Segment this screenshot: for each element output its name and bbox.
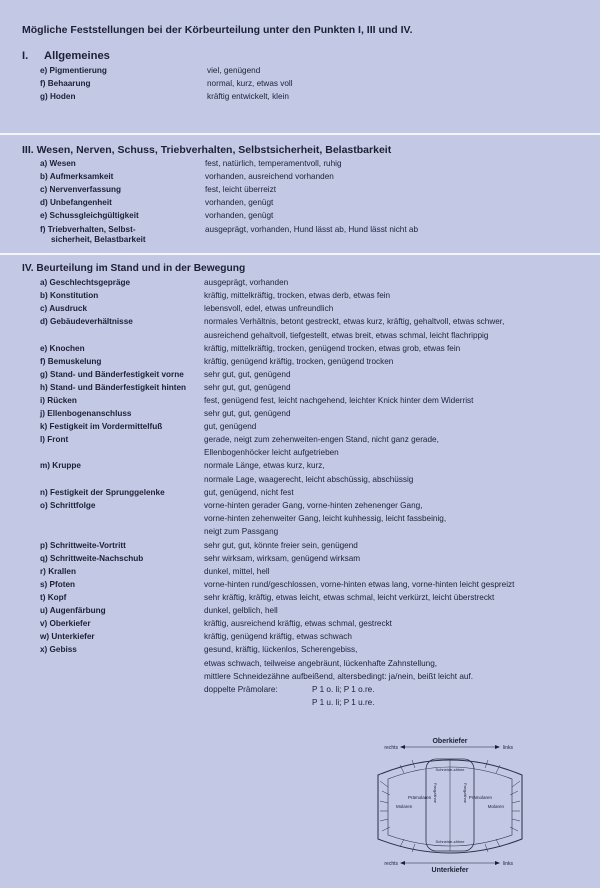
section-divider xyxy=(0,253,600,255)
arrow-head-right-top xyxy=(495,745,500,749)
arrow-head-left-top xyxy=(400,745,405,749)
premolar-label-left: Prämolaren xyxy=(468,795,492,800)
molar-label-left: Molaren xyxy=(487,804,504,809)
arrow-head-left-bottom xyxy=(400,861,405,865)
right-label-top: rechts xyxy=(384,745,398,751)
left-label-bottom: links xyxy=(503,861,514,867)
molar-label-right: Molaren xyxy=(396,804,413,809)
right-label-bottom: rechts xyxy=(384,861,398,867)
section-divider xyxy=(0,133,600,135)
premolar-label-right: Prämolaren xyxy=(408,795,432,800)
arrow-head-right-bottom xyxy=(495,861,500,865)
document-title: Mögliche Feststellungen bei der Körbeurteilung unter den Punkten I, III und IV. xyxy=(22,24,413,36)
canine-label-left: Fangzähne xyxy=(463,783,468,804)
dental-diagram xyxy=(360,735,540,873)
incisor-label-bottom: Schneide-zähne xyxy=(435,839,465,844)
section-3-heading: III. Wesen, Nerven, Schuss, Triebverhalten, Selbstsicherheit, Belastbarkeit xyxy=(22,144,392,156)
left-label-top: links xyxy=(503,745,514,751)
section-4-heading: IV. Beurteilung im Stand und in der Bewegung xyxy=(22,263,246,274)
incisor-label-top: Schneide-zähne xyxy=(435,767,465,772)
section-1-heading: I. Allgemeines xyxy=(22,50,110,62)
document-page: Mögliche Feststellungen bei der Körbeurteilung unter den Punkten I, III und IV. I. Allgemeines e) Pigmentierung viel, genügend f) Behaarung normal, kurz, etwas voll g) Hoden kräftig entwickelt, klein III. Wesen, Nerven, Schuss, Triebverhalten, Selbstsicherheit, Belastbarkeit a) Wesen fest, natürlich, temperamentvoll, ruhig b) Aufmerksamkeit vorhanden, ausreichend vorhanden c) Nervenverfassung fest, leicht überreizt d) Unbefangenheit vorhanden, genügt e) Schussgleichgültigkeit vorhanden, genügt f) Triebverhalten, Selbst- sicherheit, Belastbarkeit ausgeprägt, vorhanden, Hund lässt ab, Hund lässt nicht ab IV. Beurteilung im Stand und in der Bewegung a) Geschlechtsgepräge ausgeprägt, vorhanden b) Konstitution kräftig, mittelkräftig, trocken, etwas derb, etwas fein c) Ausdruck lebensvoll, edel, etwas unfreundlich d) Gebäudeverhältnisse normales Verhältnis, betont gestreckt, etwas kurz, kräftig, gehaltvoll, etwas schwer, ausreichend gehaltvoll, tiefgestellt, etwas breit, etwas schmal, leicht flachrippig e) Knochen kräftig, mittelkräftig, trocken, genügend trocken, etwas grob, etwas fein f) Bemuskelung kräftig, genügend kräftig, trocken, genügend trocken g) Stand- und Bänderfestigkeit vorne sehr gut, gut, genügend h) Stand- und Bänderfestigkeit hinten sehr gut, gut, genügend i) Rücken fest, genügend fest, leicht nachgehend, leichter Knick hinter dem Widerrist j) Ellenbogenanschluss sehr gut, gut, genügend k) Festigkeit im Vordermittelfuß gut, genügend l) Front gerade, neigt zum zehenweiten-engen Stand, nicht ganz gerade, Ellenbogenhöcker leicht aufgetrieben m) Kruppe normale Länge, etwas kurz, kurz, normale Lage, waagerecht, leicht abschüssig, abschüssig n) Festigkeit der Sprunggelenke gut, genügend, nicht fest o) Schrittfolge vorne-hinten gerader Gang, vorne-hinten zehenenger Gang, vorne-hinten zehenweiter Gang, leicht kuhhessig, leicht fassbeinig, neigt zum Passgang p) Schrittweite-Vortritt sehr gut, gut, könnte freier sein, genügend q) Schrittweite-Nachschub sehr wirksam, wirksam, genügend wirksam r) Krallen dunkel, mittel, hell s) Pfoten vorne-hinten rund/geschlossen, vorne-hinten etwas lang, vorne-hinten leicht gespreizt t) Kopf sehr kräftig, kräftig, etwas leicht, etwas schmal, leicht verkürzt, leicht überstreckt u) Augenfärbung dunkel, gelblich, hell v) Oberkiefer kräftig, ausreichend kräftig, etwas schmal, gestreckt w) Unterkiefer kräftig, genügend kräftig, etwas schwach x) Gebiss gesund, kräftig, lückenlos, Scherengebiss, etwas schwach, teilweise angebräunt, lückenhafte Zahnstellung, mittlere Schneidezähne aufbeißend, altersbedingt: ja/nein, beißt leicht auf. doppelte Prämolare: P 1 o. li; P 1 o.re. P 1 u. li; P 1 u.re. Oberkiefer rechts links Molaren Molaren Prämolaren Prämolaren Fangzähne Fangzähne Schneide-zähne Schneide-zähne rechts links Unterkiefer xyxy=(0,0,600,888)
upper-jaw-label: Oberkiefer xyxy=(432,738,468,745)
lower-jaw-label: Unterkiefer xyxy=(431,867,469,873)
canine-label-right: Fangzähne xyxy=(433,783,438,804)
